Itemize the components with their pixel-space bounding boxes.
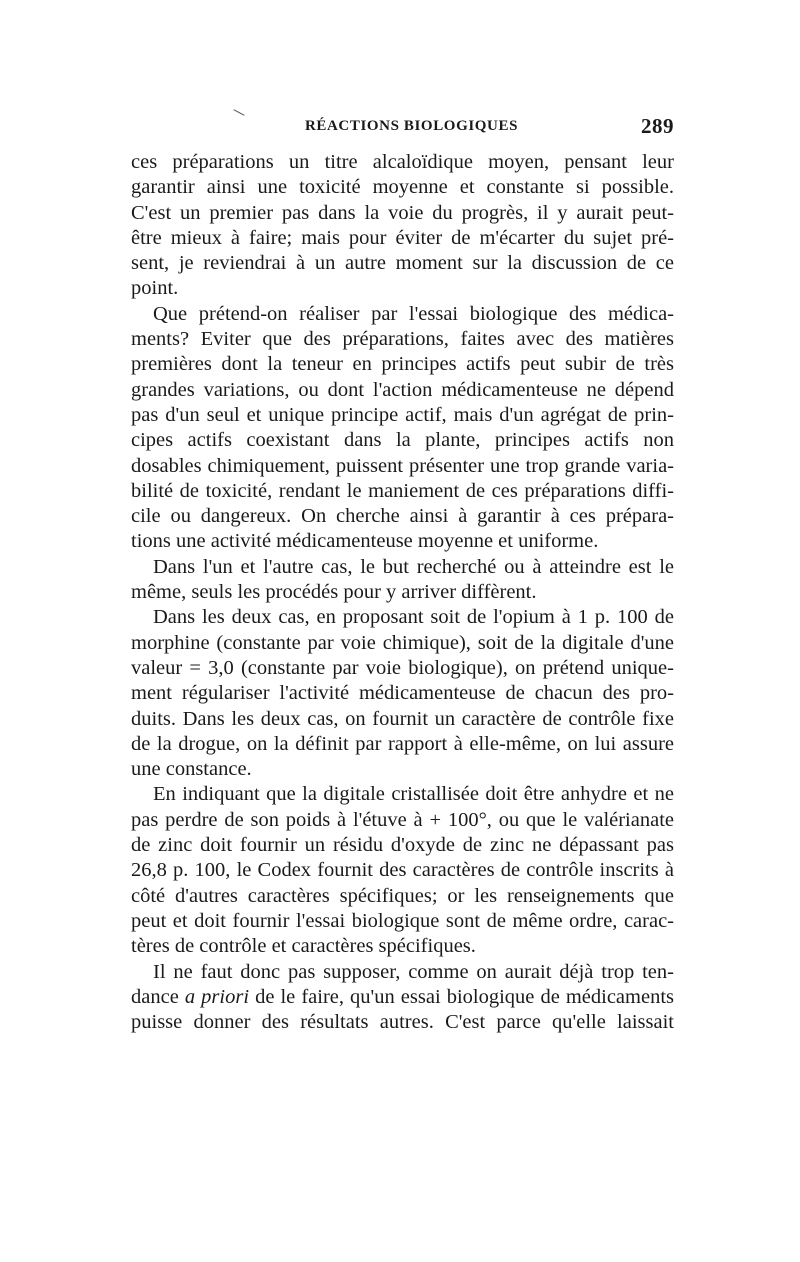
text-line: sent, je reviendrai à un autre moment sur la discussion de ce (131, 252, 674, 275)
text-line: être mieux à faire; mais pour éviter de m'écarter du sujet pré- (131, 226, 674, 249)
text-line: côté d'autres caractères spécifiques; or les renseignements que (131, 884, 674, 907)
text-line: de zinc doit fournir un résidu d'oxyde de zinc ne dépassant pas (131, 834, 674, 857)
text-line: 26,8 p. 100, le Codex fournit des caractères de contrôle inscrits à (131, 859, 674, 882)
text-line: tions une activité médicamenteuse moyenne et uniforme. (131, 530, 599, 553)
italic-term: a priori (184, 985, 250, 1008)
text-line: ment régulariser l'activité médicamenteuse de chacun des pro- (131, 682, 674, 705)
text-line: cipes actifs coexistant dans la plante, principes actifs non (131, 429, 674, 452)
text-fragment: de le faire, qu'un essai biologique de médicaments (255, 985, 674, 1008)
text-line: cile ou dangereux. On cherche ainsi à garantir à ces prépara- (131, 505, 674, 528)
text-line: ces préparations un titre alcaloïdique moyen, pensant leur (131, 151, 674, 173)
text-line: de la drogue, on la définit par rapport à elle-même, on lui assure (131, 732, 674, 755)
text-line: point. (131, 277, 179, 300)
text-line: même, seuls les procédés pour y arriver diffèrent. (131, 581, 537, 604)
text-line: morphine (constante par voie chimique), soit de la digitale d'une (131, 631, 674, 654)
text-line: une constance. (131, 758, 252, 781)
text-line: pas d'un seul et unique principe actif, mais d'un agrégat de prin- (131, 403, 674, 426)
text-line-with-italic (131, 985, 674, 1010)
text-line: peut et doit fournir l'essai biologique sont de même ordre, carac- (131, 909, 674, 932)
text-line: premières dont la teneur en principes actifs peut subir de très (131, 353, 674, 376)
running-title: RÉACTIONS BIOLOGIQUES (304, 118, 519, 134)
paragraph-start: Dans les deux cas, en proposant soit de l'opium à 1 p. 100 de (153, 606, 674, 629)
paragraph-start: Dans l'un et l'autre cas, le but recherché ou à atteindre est le (153, 555, 674, 578)
paragraph-start: Que prétend-on réaliser par l'essai biologique des médica- (153, 302, 674, 325)
paragraph-start: En indiquant que la digitale cristallisée doit être anhydre et ne (153, 783, 674, 806)
text-line: puisse donner des résultats autres. C'est parce qu'elle laissait (131, 1011, 674, 1034)
text-line: duits. Dans les deux cas, on fournit un caractère de contrôle fixe (131, 707, 674, 730)
text-line: tères de contrôle et caractères spécifiques. (131, 935, 476, 958)
page-number: 289 (641, 114, 674, 138)
text-line: C'est un premier pas dans la voie du progrès, il y aurait peut- (131, 201, 674, 224)
text-line: grandes variations, ou dont l'action médicamenteuse ne dépend (131, 378, 674, 401)
text-fragment: dance (131, 985, 185, 1008)
text-line: pas perdre de son poids à l'étuve à + 100°, ou que le valérianate (131, 808, 674, 831)
text-line: valeur = 3,0 (constante par voie biologique), on prétend unique- (131, 656, 674, 679)
text-line: bilité de toxicité, rendant le maniement de ces préparations diffi- (131, 479, 674, 502)
body-text (131, 150, 674, 1035)
paragraph-start: Il ne faut donc pas supposer, comme on aurait déjà trop ten- (153, 960, 674, 983)
text-line: ments? Eviter que des préparations, faites avec des matières (131, 328, 674, 351)
text-line: dosables chimiquement, puissent présenter une trop grande varia- (131, 454, 674, 477)
running-head (131, 114, 674, 144)
text-line: garantir ainsi une toxicité moyenne et constante si possible. (131, 176, 674, 199)
